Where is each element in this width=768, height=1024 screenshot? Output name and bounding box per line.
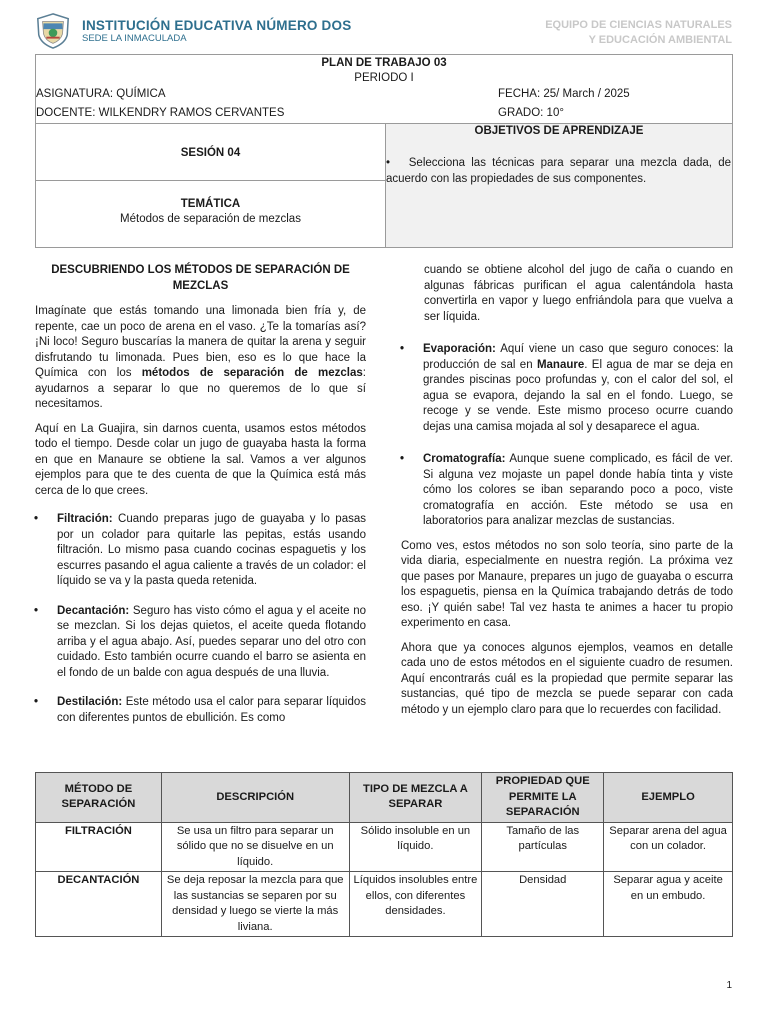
grade-label: GRADO: 10° bbox=[498, 107, 564, 119]
table-cell: FILTRACIÓN bbox=[36, 822, 162, 872]
plan-title: PLAN DE TRABAJO 03 bbox=[321, 57, 447, 69]
objective-text: Selecciona las técnicas para separar una mezcla dada, de acuerdo con las propiedades de sus componentes. bbox=[386, 157, 731, 185]
column-header: PROPIEDAD QUE PERMITE LA SEPARACIÓN bbox=[482, 773, 604, 823]
bullet-text: Aunque suene complicado, es fácil de ver. Si alguna vez mojaste un papel donde había tinta y viste cómo los colores se iban separando poco a poco, viste cromatografía en acción. Este método se usa en laboratorios para analizar mezclas de sustancias. bbox=[423, 453, 733, 527]
bullet-label: Evaporación: bbox=[423, 343, 496, 355]
paragraph-text: Imagínate que estás tomando una limonada bien fría y, de repente, cae un poco de arena en el vaso. ¿Te la tomarías así? ¡Ni loco! Seguro buscarías la manera de quitar la arena y seguir disfrutando tu limonada. Pues bien, eso es lo que hace la Química con los bbox=[35, 305, 366, 379]
intro-paragraph bbox=[35, 304, 366, 413]
topic-title: TEMÁTICA bbox=[180, 198, 241, 210]
guajira-paragraph: Aquí en La Guajira, sin darnos cuenta, usamos estos métodos todo el tiempo. Desde colar un jugo de guayaba hasta la forma en que en Manaure se obtiene la sal. Vamos a ver algunos ejemplos para que te des cuenta de que la Química está más cerca de lo que crees. bbox=[35, 422, 366, 497]
plan-box bbox=[35, 54, 733, 248]
table-cell: Se usa un filtro para separar un sólido que no se disuelve en un líquido. bbox=[161, 822, 349, 872]
summary-paragraph: Como ves, estos métodos no son solo teoría, sino parte de la vida diaria, especialmente en nuestra región. La próxima vez que pases por Manaure, prepares un jugo de guayaba o escurra los espaguetis, piensa en la Química trabajando detrás de todo eso. ¡Y quién sabe! Tal vez hasta te animes a hacer tu propio experimento en casa. bbox=[401, 539, 733, 629]
plan-period: PERIODO I bbox=[354, 72, 414, 84]
bold-term: Manaure bbox=[536, 358, 585, 371]
page-number: 1 bbox=[726, 980, 732, 991]
paragraph-text: : ayudarnos a separar lo que no queremos de lo que sí necesitamos. bbox=[35, 367, 366, 410]
list-item-chromatography bbox=[401, 452, 733, 530]
date-label: FECHA: 25/ March / 2025 bbox=[498, 88, 630, 100]
table-intro-paragraph: Ahora que ya conoces algunos ejemplos, veamos en detalle cada uno de estos métodos en el siguiente cuadro de resumen. Aquí encontrarás cuál es la propiedad que permite separar las sustancias, qué tipo de mezcla se puede separar con cada método y un ejemplo claro para que lo recuerdes con facilidad. bbox=[401, 641, 733, 716]
table-cell: Separar arena del agua con un colador. bbox=[604, 822, 733, 872]
table-cell: Separar agua y aceite en un embudo. bbox=[604, 872, 733, 937]
list-item-filtration bbox=[35, 512, 366, 590]
bullet-label: Decantación: bbox=[57, 604, 130, 617]
bullet-label: Filtración: bbox=[57, 513, 113, 525]
team-line-1: EQUIPO DE CIENCIAS NATURALES bbox=[545, 19, 732, 31]
column-header: DESCRIPCIÓN bbox=[161, 773, 349, 823]
table-cell: Sólido insoluble en un líquido. bbox=[349, 822, 482, 872]
bullet-text: Seguro has visto cómo el agua y el aceite no se mezclan. Si los dejas quietos, el aceite queda flotando arriba y el agua abajo. Así, puedes separar uno del otro con cuidado. Esto también ocurre cuando el barro se asienta en el fondo de un balde con agua después de una lluvia. bbox=[57, 604, 366, 679]
bullet-text: Este método usa el calor para separar líquidos con diferentes puntos de ebullición. Es como bbox=[57, 696, 366, 724]
article-title: DESCUBRIENDO LOS MÉTODOS DE SEPARACIÓN DE MEZCLAS bbox=[51, 264, 350, 292]
bullet-text: . El agua de mar se deja en grandes piscinas poco profundas y, con el calor del sol, el agua se evapora, dejando la sal en el fondo. Luego, se recoge y se vende. Este mismo proceso ocurre cuando dejas una camisa mojada al sol y desaparece el agua. bbox=[423, 358, 733, 433]
teacher-label: DOCENTE: WILKENDRY RAMOS CERVANTES bbox=[36, 107, 285, 119]
table-cell: Densidad bbox=[482, 872, 604, 937]
session-label: SESIÓN 04 bbox=[180, 147, 241, 159]
divider bbox=[36, 123, 732, 124]
objective-item bbox=[386, 155, 732, 187]
column-header: MÉTODO DE SEPARACIÓN bbox=[36, 773, 162, 823]
summary-table bbox=[35, 772, 733, 937]
column-header: EJEMPLO bbox=[604, 773, 733, 823]
bullet-label: Cromatografía: bbox=[423, 453, 506, 465]
team-line-2: Y EDUCACIÓN AMBIENTAL bbox=[588, 34, 732, 46]
table-row bbox=[36, 822, 733, 872]
topic-text: Métodos de separación de mezclas bbox=[120, 213, 301, 225]
bullet-label: Destilación: bbox=[57, 696, 123, 708]
table-cell: Líquidos insolubles entre ellos, con diferentes densidades. bbox=[349, 872, 482, 937]
divider bbox=[36, 180, 385, 181]
list-item-evaporation bbox=[401, 342, 733, 435]
distillation-continued: cuando se obtiene alcohol del jugo de caña o cuando en algunas fábricas purifican el agua calentándola hasta convertirla en vapor y luego enfriándola para que vuelva a ser líquida. bbox=[424, 264, 733, 323]
subject-label: ASIGNATURA: QUÍMICA bbox=[36, 88, 166, 100]
list-item-distillation bbox=[35, 695, 366, 726]
bullet-text: Cuando preparas jugo de guayaba y lo pasas por un colador para quitarle las pepitas, estás usando filtración. Lo mismo pasa cuando cocinas espaguetis y los escurres pasando el agua caliente a través de un colador: el líquido se va y la pasta queda retenida. bbox=[57, 513, 366, 587]
campus-name: SEDE LA INMACULADA bbox=[82, 33, 187, 44]
bullet-text: Aquí viene un caso que seguro conoces: la producción de sal en bbox=[423, 343, 733, 371]
table-row bbox=[36, 872, 733, 937]
bold-term: métodos de separación de mezclas bbox=[141, 367, 363, 379]
column-header: TIPO DE MEZCLA A SEPARAR bbox=[349, 773, 482, 823]
table-cell: Se deja reposar la mezcla para que las sustancias se separen por su densidad y luego se vierte la más liviana. bbox=[161, 872, 349, 937]
team-name bbox=[545, 18, 732, 48]
list-item-decantation bbox=[35, 604, 366, 682]
objectives-title: OBJETIVOS DE APRENDIZAJE bbox=[474, 125, 644, 137]
table-header-row bbox=[36, 773, 733, 823]
institution-name: INSTITUCIÓN EDUCATIVA NÚMERO DOS bbox=[82, 18, 352, 33]
table-cell: DECANTACIÓN bbox=[36, 872, 162, 937]
table-cell: Tamaño de las partículas bbox=[482, 822, 604, 872]
school-shield-logo bbox=[34, 12, 72, 50]
right-column bbox=[401, 263, 733, 727]
left-column bbox=[35, 263, 366, 726]
bullet-icon: • bbox=[386, 157, 409, 169]
